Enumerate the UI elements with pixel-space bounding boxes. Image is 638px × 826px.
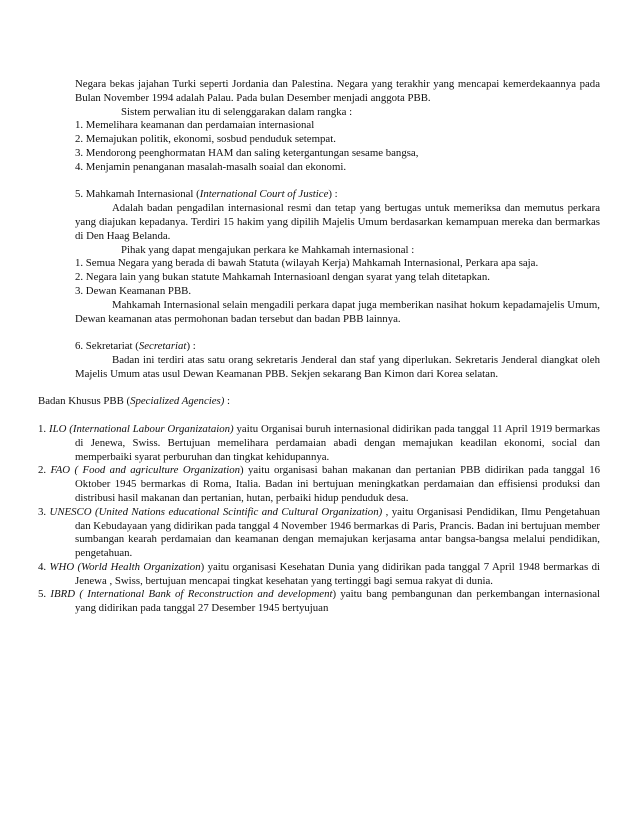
paragraph-icj-advice: Mahkamah Internasional selain mengadili perkara dapat juga memberikan nasihat hokum kepadamajelis Umum, Dewan keamanan atas permohonan badan tersebut dan badan PBB lainnya. xyxy=(75,298,600,325)
list-item: 1. Memelihara keamanan dan perdamaian internasional xyxy=(75,119,315,132)
list-item: 2. Memajukan politik, ekonomi, sosbud penduduk setempat. xyxy=(75,133,336,146)
section-heading-icj: 5. Mahkamah Internasional (International Court of Justice) : xyxy=(75,188,338,201)
paragraph-icj-parties: Pihak yang dapat mengajukan perkara ke Mahkamah internasional : xyxy=(121,243,415,256)
paragraph-trusteeship: Negara bekas jajahan Turki seperti Jordania dan Palestina. Negara yang terakhir yang mencapai kemerdekaannya pada Bulan November 1994 adalah Palau. Pada bulan Desember menjadi anggota PBB. xyxy=(75,78,600,104)
list-item: 2. Negara lain yang bukan statute Mahkamah Internasioanl dengan syarat yang telah ditetapkan. xyxy=(75,271,490,284)
agency-item-ibrd: 5. IBRD ( International Bank of Reconstruction and development) yaitu bang pembangunan dan perkembangan internasional yang didirikan pada tanggal 27 Desember 1945 bertyujuan xyxy=(38,588,601,615)
agency-item-fao: 2. FAO ( Food and agriculture Organization) yaitu organisasi bahan makanan dan pertanian PBB didirikan pada tanggal 16 Oktober 1945 bermarkas di Roma, Italia. Badan ini bertujuan meningkatkan perdamaian dan effisiensi produksi dan distribusi hasil makanan dan pertanian, hutan, perbaiki hidup penduduk desa. xyxy=(38,464,601,504)
agency-item-ilo: 1. ILO (International Labour Organizataion) yaitu Organisai buruh internasional didirikan pada tanggal 11 April 1919 bermarkas di Jenewa, Swiss. Bertujuan memelihara perdamaian abadi dengan memajukan keadilan ekonomi, social dan memperbaiki syarat perburuhan dan tingkat kehidupannya. xyxy=(38,422,601,463)
list-item: 1. Semua Negara yang berada di bawah Statuta (wilayah Kerja) Mahkamah Internasional, Perkara apa saja. xyxy=(75,257,539,270)
document-page xyxy=(38,78,600,616)
agency-item-who: 4. WHO (World Health Organization) yaitu organisasi Kesehatan Dunia yang didirikan pada tanggal 7 April 1948 bermarkas di Jenewa , Swiss, bertujuan mencapai tingkat kesehatan yang tertinggi bagi semua rakyat di dunia. xyxy=(38,560,601,587)
paragraph-icj-desc: Adalah badan pengadilan internasional resmi dan tetap yang bertugas untuk memeriksa dan memutus perkara yang diajukan kepadanya. Terdiri 15 hakim yang dipilih Majelis Umum berdasarkan kemampuan mereka dan bermarkas di Den Haag Belanda. xyxy=(75,202,600,242)
list-item: 3. Mendorong peenghormatan HAM dan saling ketergantungan sesame bangsa, xyxy=(75,146,419,159)
list-item: 3. Dewan Keamanan PBB. xyxy=(75,284,192,297)
section-heading-secretariat: 6. Sekretariat (Secretariat) : xyxy=(75,340,196,353)
list-item: 4. Menjamin penanganan masalah-masalh soaial dan ekonomi. xyxy=(75,160,347,173)
heading-specialized-agencies: Badan Khusus PBB (Specialized Agencies) : xyxy=(38,395,231,408)
paragraph-trusteeship-purpose: Sistem perwalian itu di selenggarakan dalam rangka : xyxy=(121,105,353,118)
agency-item-unesco: 3. UNESCO (United Nations educational Scintific and Cultural Organization) , yaitu Organisasi Pendidikan, Ilmu Pengetahuan dan Kebudayaan yang didirikan pada tanggal 4 November 1946 bermarkas di Paris, Prancis. Badan ini bertujuan member sumbangan kearah perdamaian dan keamanan dengan memajukan kerjasama antar bangsa-bangsa melalui pendidikan, pengetahuan. xyxy=(38,505,600,560)
paragraph-secretariat-desc: Badan ini terdiri atas satu orang sekretaris Jenderal dan staf yang diperlukan. Sekretaris Jenderal diangkat oleh Majelis Umum atas usul Dewan Keamanan PBB. Sekjen sekarang Ban Kimon dari Korea selatan. xyxy=(75,353,600,380)
